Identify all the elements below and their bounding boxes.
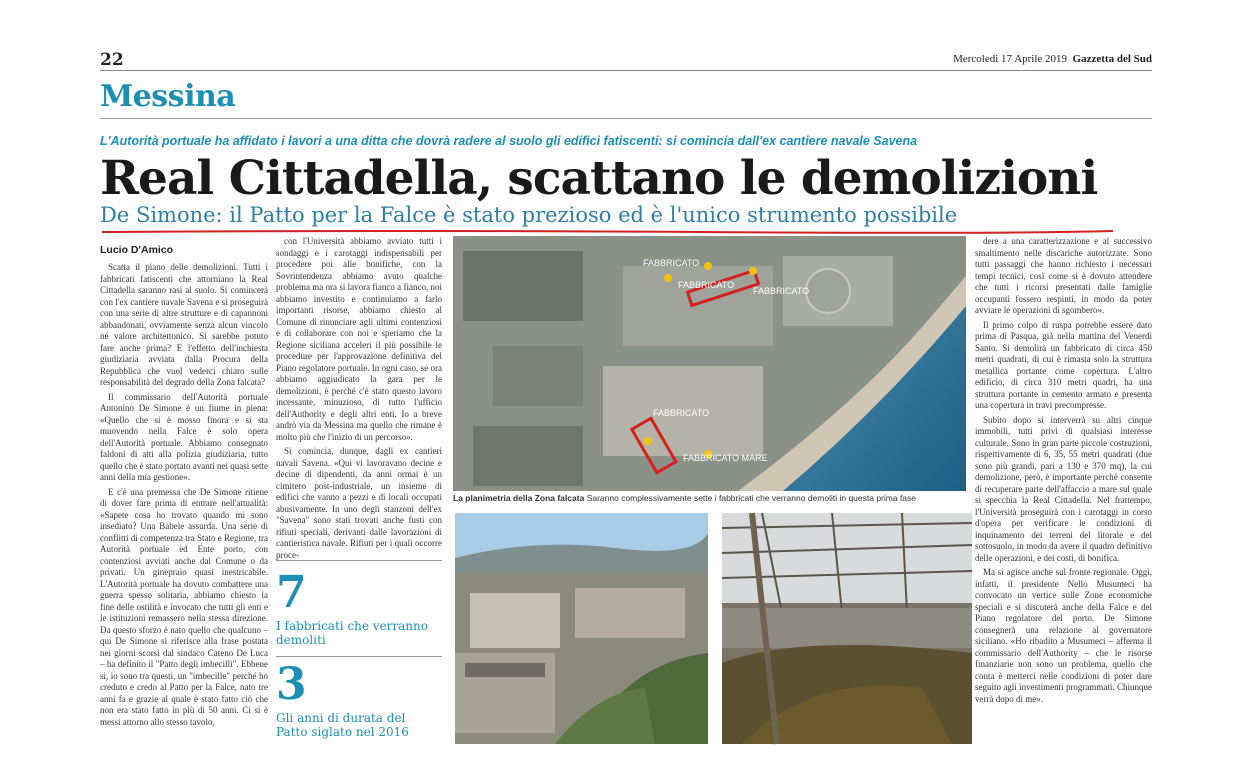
fact-rule <box>276 656 442 657</box>
fact-box-1 <box>276 560 442 647</box>
dateline <box>953 53 1152 65</box>
page-number: 22 <box>100 50 124 70</box>
paragraph: Il commissario dell'Autorità portuale Antonino De Simone è un fiume in piena: «Quello che si è mosso finora e si sta muovendo nella Falce è solo opera dell'Autorità portuale. Abbiamo consegnato faldoni di atti alla polizia giudiziaria, tutto quello che è stato portato avanti nei quasi sette anni della mia gestione». <box>100 391 268 482</box>
map-marker <box>664 274 672 282</box>
map-label: FABBRICATO <box>678 280 735 290</box>
article-kicker: L'Autorità portuale ha affidato i lavori a una ditta che dovrà radere al suolo gli edifici fatiscenti: si comincia dall'ex cantiere navale Savena <box>100 134 918 148</box>
article-column-3 <box>975 236 1152 744</box>
paragraph: dere a una caratterizzazione e al successivo smaltimento nelle discariche autorizzate. Sono tutti passaggi che hanno richiesto i necessari tempi tecnici, così come si è dovuto attendere che tutti i ricorsi presentati dalle famiglie occupanti fossero respinti, in modo da poter avviare le operazioni di sgombero». <box>975 236 1152 315</box>
map-label: FABBRICATO <box>653 408 710 418</box>
header-rule <box>100 70 1152 71</box>
fact-number: 3 <box>276 659 307 710</box>
fact-text: I fabbricati che verranno demoliti <box>276 619 428 647</box>
caption-title: La planimetria della Zona falcata <box>453 493 585 503</box>
paragraph: Scatta il piano delle demolizioni. Tutti i fabbricati fatiscenti che attorniano la Real Cittadella saranno rasi al suolo. Si comincerà con l'ex cantiere navale Savena e si proseguirà con una serie di altre strutture e di capannoni abbandonati, ovviamente senza alcun vincolo né valore architettonico. Si sarebbe potuto fare anche prima? E l'effetto dell'inchiesta giudiziaria avviata dalla Procura della Repubblica che vuol vederci chiaro sulle responsabilità del degrado della Zona falcata? <box>100 262 268 387</box>
article-column-2 <box>276 236 442 560</box>
photo-caption <box>453 493 973 503</box>
handdrawn-underline <box>100 230 1115 233</box>
fact-number: 7 <box>276 567 307 618</box>
paragraph: Il primo colpo di ruspa potrebbe essere dato prima di Pasqua, già nella mattina del Venerdì Santo. Si demolirà un fabbricato di circa 450 metri quadrati, di cui è rimasta solo la struttura metallica portante come copertura. L'altro edificio, di circa 310 metri quadri, ha una struttura portante in cemento armato e presenta una copertura in travi precompresse. <box>975 319 1152 410</box>
article-headline: Real Cittadella, scattano le demolizioni <box>100 151 1098 206</box>
aerial-map-photo <box>453 236 966 491</box>
newspaper-name: Gazzetta del Sud <box>1072 53 1152 65</box>
paragraph: E c'è una premessa che De Simone ritiene di dover fare prima di entrare nell'attualità: «Sapete cosa ho trovato quando mi sono insediato? Una Babele assurda. Una serie di conflitti di competenza tra Stato e Regione, tra Autorità portuale ed Ente porto, con contenziosi avviati anche dal Comune o da privati. Un ginepraio quasi inestricabile. L'Autorità portuale ha dovuto combattere una guerra spesso solitaria, abbiamo chiesto la fine delle ostilità e invocato che tutti gli enti e le istituzioni remassero nella stessa direzione. Da questo sforzo è nato quello che qualcuno – qui De Simone si riferisce alla frase postata nei giorni scorsi dal sindaco Cateno De Luca – ha definito il "Patto degli imbecilli". Ebbene sì, io sono tra questi, un "imbecille" perché ho creduto e credo al Patto per la Falce, nato tre anni fa e grazie al quale è stato fatto ciò che non era stato fatto in più di 50 anni. Ci si è messi attorno allo stesso tavolo, <box>100 486 268 727</box>
paragraph: Subito dopo si interverrà su altri cinque immobili, tutti privi di qualsiasi interesse culturale. Sono in gran parte piccole costruzioni, rispettivamente di 6, 35, 55 metri quadrati (due sono più grandi, pari a 130 e 370 mq), la cui demolizione, però, è importante perché consente di recuperare parte dell'affaccio a mare sul quale si specchia la Real Cittadella. Nel frattempo, l'Università proseguirà con i carotaggi in corso d'opera per verificare le condizioni di inquinamento dei terreni del litorale e del sottosuolo, in modo da avere il quadro definitivo delle operazioni, e dei costi, di bonifica. <box>975 414 1152 563</box>
map-marker <box>704 262 712 270</box>
paragraph: Si comincia, dunque, dagli ex cantieri navali Savena. «Qui vi lavoravano decine e decine di dipendenti, da anni ormai è un cimitero post-industriale, un insieme di edifici che vanno a pezzi e di locali occupati abusivamente. In uno degli stanzoni dell'ex "Savena" sono stati trovati anche fusti con rifiuti speciali, derivanti dalle lavorazioni di cantieristica navale. Rifiuti per i quali occorre proce- <box>276 446 442 560</box>
issue-date: Mercoledì 17 Aprile 2019 <box>953 53 1068 65</box>
map-marker <box>749 267 757 275</box>
fact-rule <box>276 560 442 561</box>
caption-text: Saranno complessivamente sette i fabbricati che verranno demoliti in questa prima fase <box>586 493 917 503</box>
shipyard-interior-photo <box>722 513 972 744</box>
paragraph: con l'Università abbiamo avviato tutti i sondaggi e i carotaggi indispensabili per procedere poi alle bonifiche, con la Sovrintendenza abbiamo avuto qualche problema ma ora si lavora fianco a fianco, noi abbiamo investito e continuiamo a farlo importanti risorse, abbiamo chiesto al Comune di rinunciare agli ultimi contenziosi e di collaborare con noi e speriamo che la Regione siciliana acceleri il più possibile le procedure per l'approvazione definitiva del Piano regolatore portuale. In ogni caso, se ora abbiamo aggiudicato la gara per le demolizioni, è perché c'è stato questo lavoro incessante, minuzioso, di tutto l'ufficio dell'Authority e degli altri enti. Io a breve andrò via da Messina ma quello che rimane è molto più che l'inizio di un percorso». <box>276 236 442 442</box>
section-title: Messina <box>100 79 236 114</box>
map-label: FABBRICATO MARE <box>683 453 768 463</box>
map-label: FABBRICATO <box>753 286 810 296</box>
article-author: Lucio D'Amico <box>100 244 174 256</box>
article-subheadline: De Simone: il Patto per la Falce è stato prezioso ed è l'unico strumento possibile <box>100 203 958 227</box>
map-label: FABBRICATO <box>643 258 700 268</box>
shipyard-exterior-photo <box>455 513 708 744</box>
section-rule <box>100 118 1152 119</box>
article-column-1 <box>100 262 268 744</box>
fact-text: Gli anni di durata del Patto siglato nel 2016 <box>276 711 409 739</box>
map-marker <box>644 437 652 445</box>
paragraph: Ma si agisce anche sul fronte regionale. Oggi, infatti, il presidente Nello Musumeci ha convocato un vertice sulle Zone economiche speciali e si discuterà anche della Falce e del Piano regolatore del porto. De Simone consegnerà una relazione al governatore siciliano. «Ho ribadito a Musumeci – afferma il commissario dell'Authority – che le risorse finanziarie non sono un problema, quello che conta è metterci nelle condizioni di poter dare seguito agli investimenti programmati. Chiunque verrà dopo di me». <box>975 567 1152 704</box>
fact-box-2 <box>276 656 442 739</box>
